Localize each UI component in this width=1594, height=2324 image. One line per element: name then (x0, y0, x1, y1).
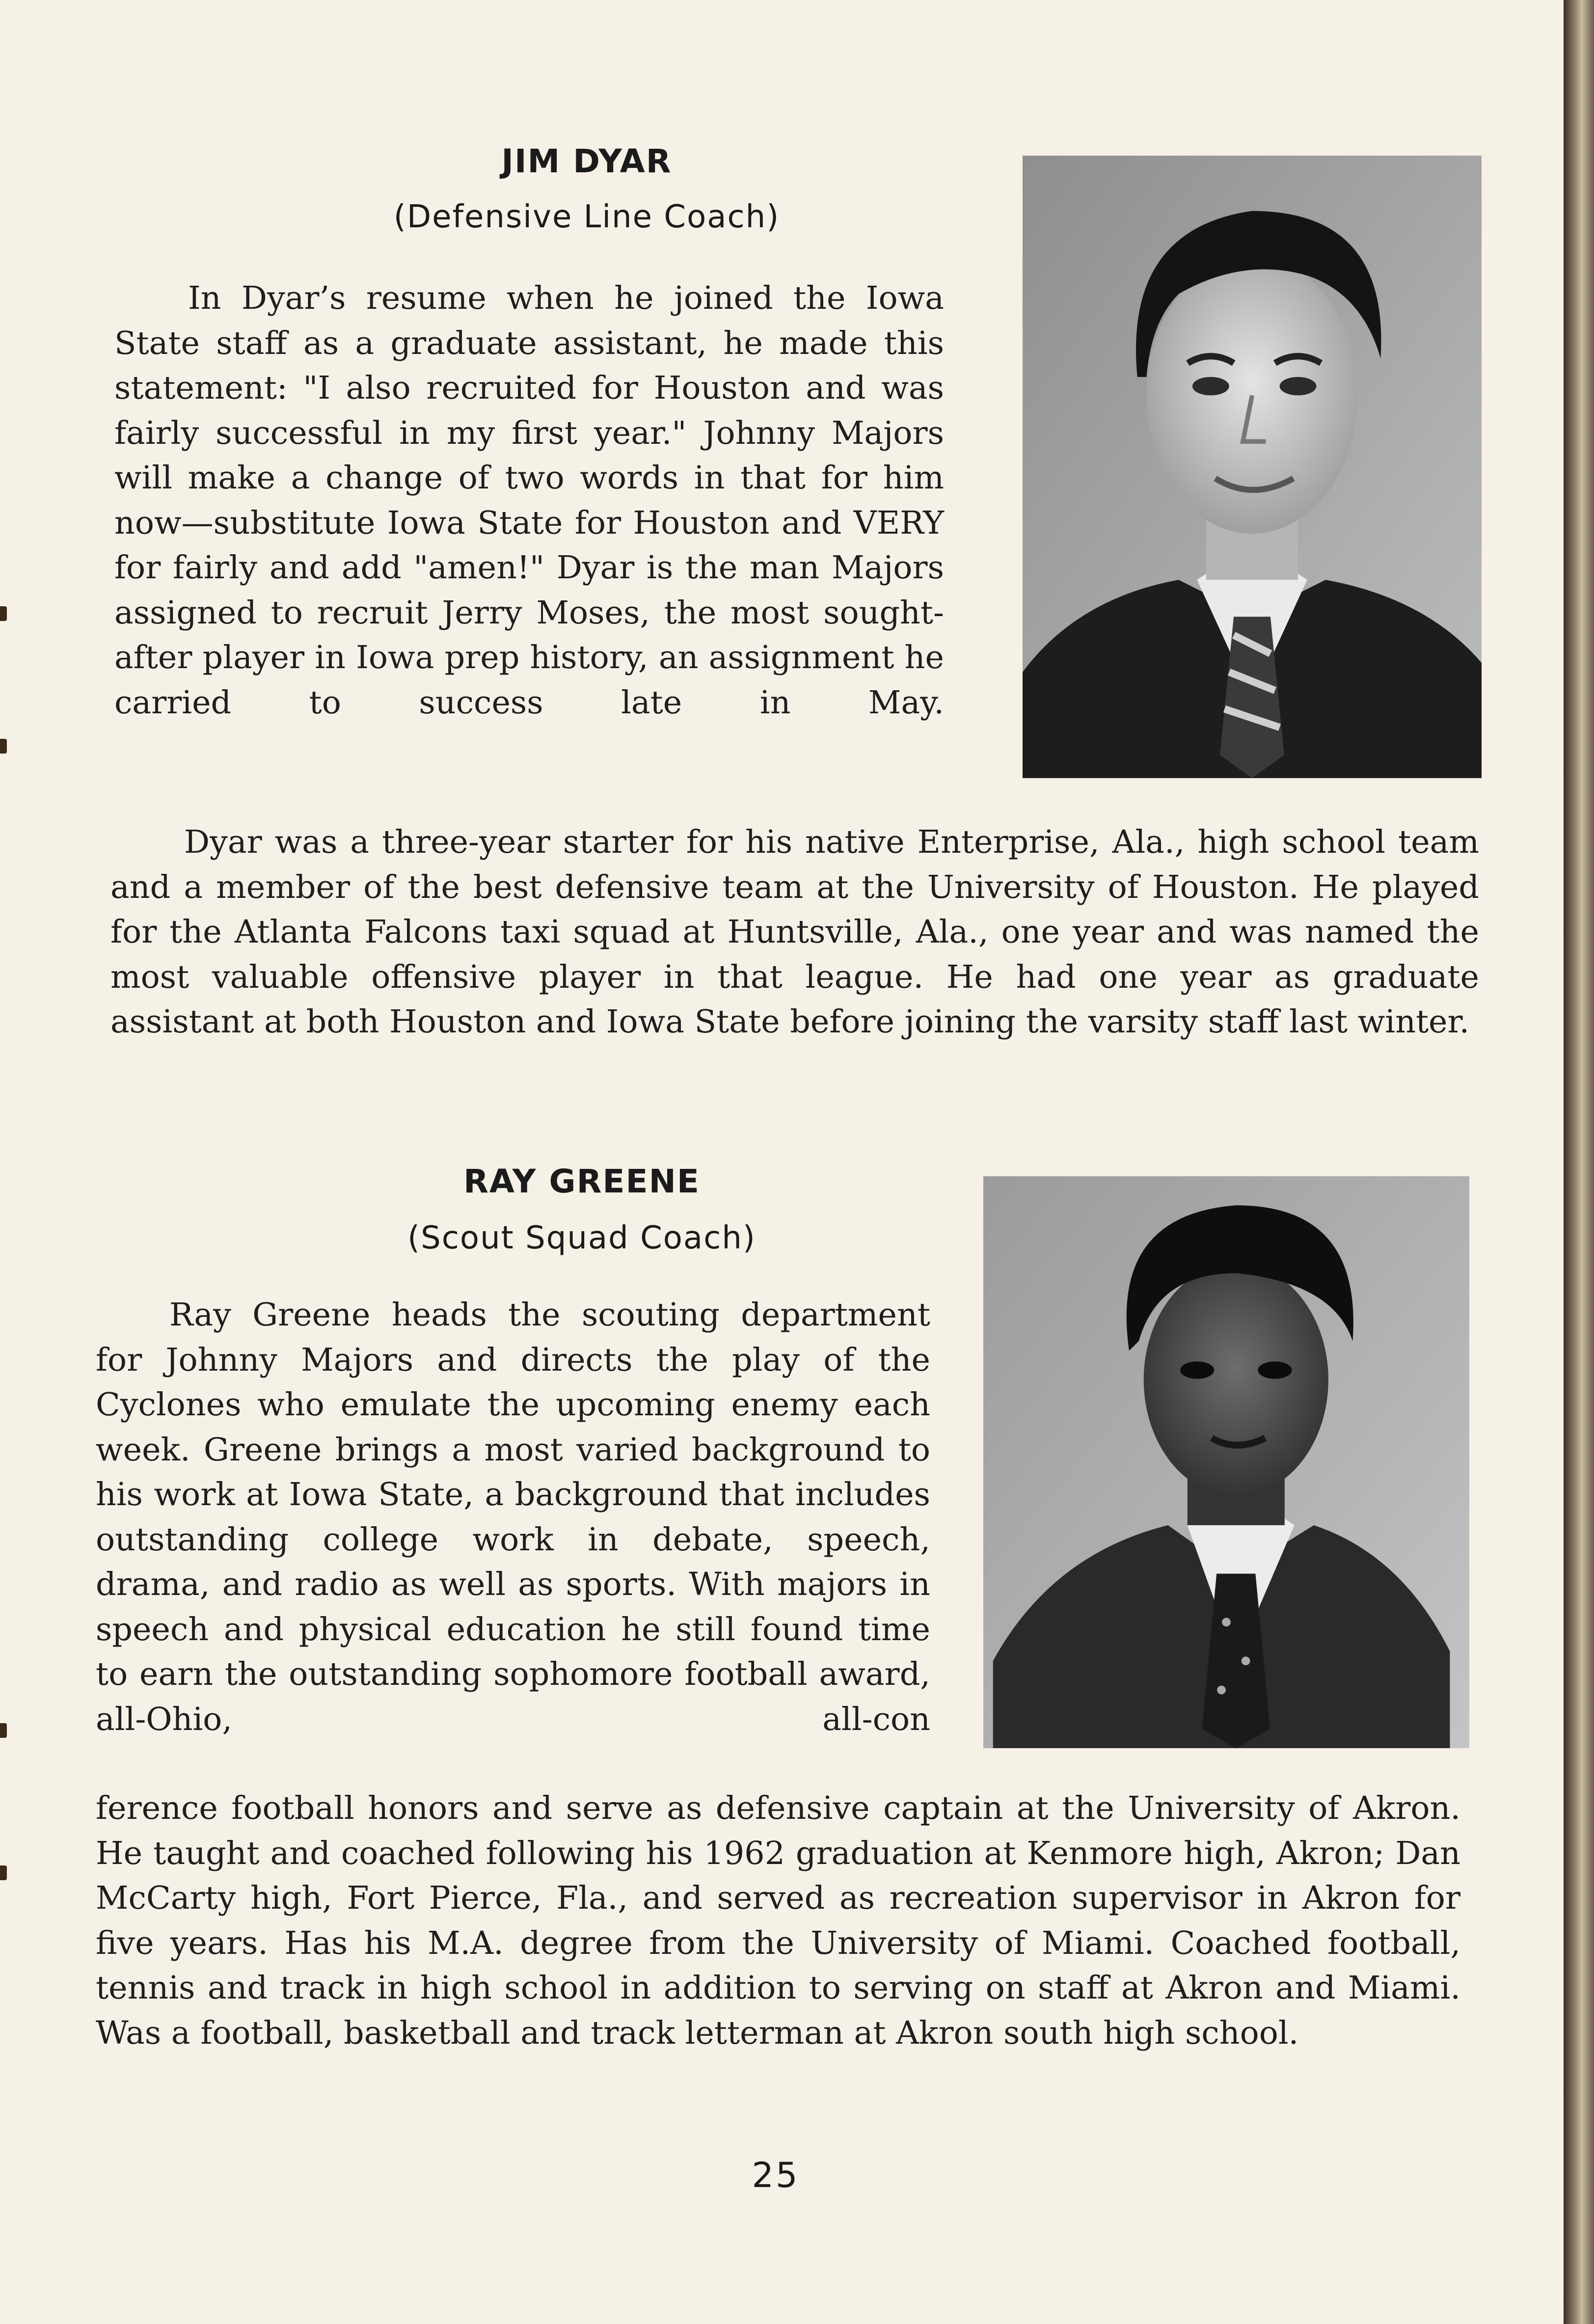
section-role-jim-dyar: (Defensive Line Coach) (393, 199, 780, 235)
jim-dyar-bio-paragraph-1: In Dyar’s resume when he joined the Iowa State staff as a graduate assistant, he made this statement: "I also recruited for Houston and was fairly successful in my first year." Johnny Majors will make a change of two words in that for him now—substitute Iowa State for Houston and VERY for fairly and add "amen!" Dyar is the man Majors assigned to recruit Jerry Moses, the most sought-after player in Iowa prep history, an assignment he carried to success late in May. (114, 280, 944, 721)
portrait-jim-dyar-image (1023, 156, 1482, 778)
binding-mark (0, 739, 7, 754)
ray-greene-bio-paragraph-2: ference football honors and serve as defensive captain at the University of Akron. He taught and coached following his 1962 graduation at Kenmore high, Akron; Dan McCarty high, Fort Pierce, Fla., and served as recreation supervisor in Akron for five years. Has his M.A. degree from the University of Miami. Coached football, tennis and track in high school in addition to serving on staff at Akron and Miami. Was a football, basketball and track letterman at Akron south high school. (96, 1790, 1460, 2052)
page-number: 25 (752, 2155, 800, 2195)
portrait-photo-jim-dyar (1023, 156, 1482, 778)
section-title-ray-greene: RAY GREENE (463, 1162, 700, 1200)
binding-mark (0, 606, 7, 621)
portrait-ray-greene-image (983, 1176, 1469, 1748)
book-spine-edge (1564, 0, 1594, 2324)
portrait-photo-ray-greene (983, 1176, 1469, 1748)
section-role-ray-greene: (Scout Squad Coach) (407, 1220, 756, 1256)
ray-greene-bio-paragraph-1: Ray Greene heads the scouting department for Johnny Majors and directs the play of the Cyclones who emulate the upcoming enemy each week. Greene brings a most varied background to his work at Iowa State, a background that includes outstanding college work in debate, speech, drama, and radio as well as sports. With majors in speech and physical education he still found time to earn the outstanding sophomore football award, all-Ohio, all-con (96, 1297, 930, 1738)
section-title-jim-dyar: JIM DYAR (501, 142, 672, 180)
binding-mark (0, 1723, 7, 1738)
binding-mark (0, 1865, 7, 1880)
jim-dyar-bio-paragraph-2: Dyar was a three-year starter for his native Enterprise, Ala., high school team and a member of the best defensive team at the University of Houston. He played for the Atlanta Falcons taxi squad at Huntsville, Ala., one year and was named the most valuable offensive player in that league. He had one year as graduate assistant at both Houston and Iowa State before joining the varsity staff last winter. (110, 824, 1479, 1040)
